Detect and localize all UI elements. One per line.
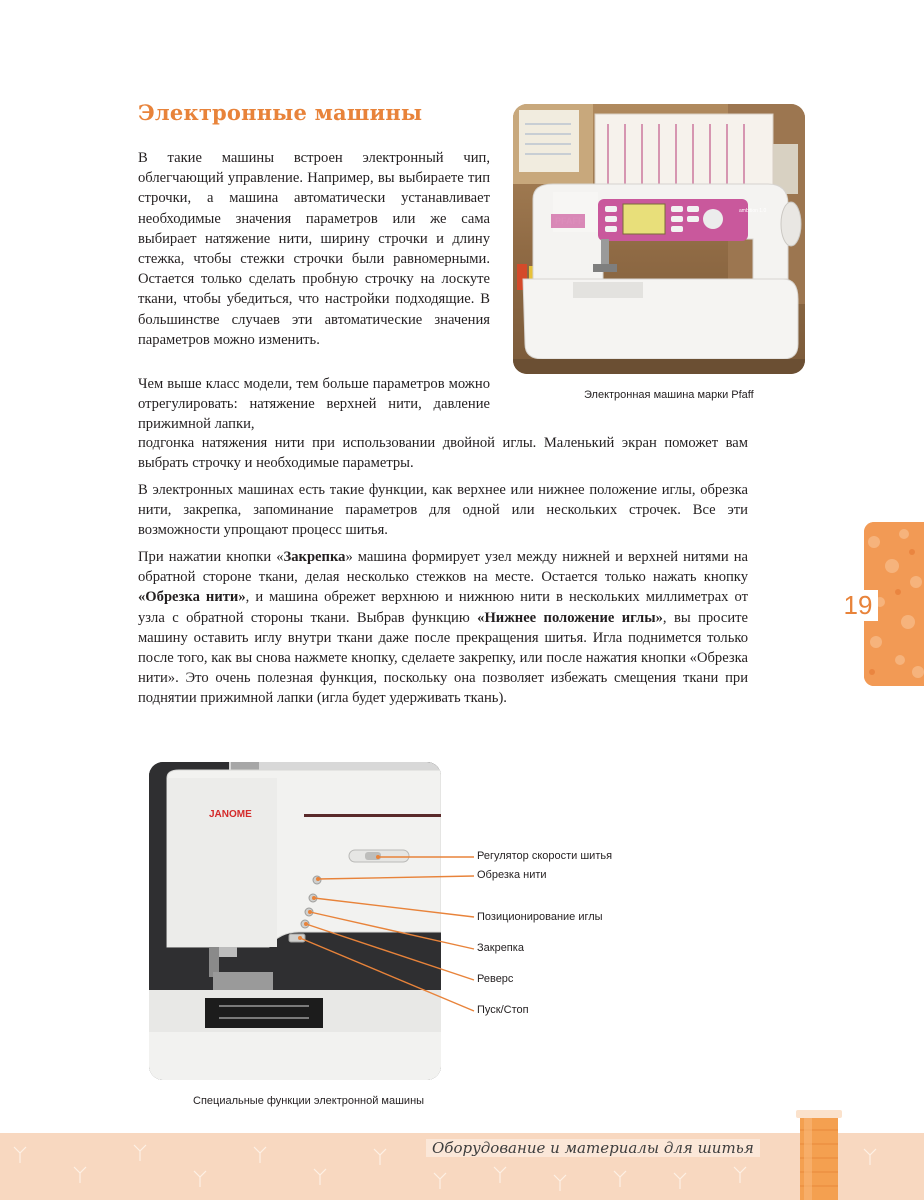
janome-photo-caption: Специальные функции электронной машины: [193, 1095, 425, 1107]
paragraph-model-class-start: Чем выше класс модели, тем больше параметров можно отрегулировать: натяжение верхней нити, давление прижимной лапки,: [138, 376, 490, 433]
paragraph-functions: В электронных машинах есть такие функции, как верхнее или нижнее положение иглы, обрезка нити, закрепка, запоминание параметров для одной или нескольких строчек. Все эти возможности упрощают процесс шитья.: [138, 482, 748, 539]
leader-cut: [318, 876, 474, 879]
term-nizhnee-polozhenie: «Нижнее положение иглы»: [477, 609, 663, 626]
paragraph-buttons: При нажатии кнопки «Закрепка» машина формирует узел между нижней и верхней нитями на обратной стороне ткани, делая несколько стежков на месте. Остается только нажать кнопку «Обрезка нити», и машина обрежет верхнюю и нижнюю нити в нескольких миллиметрах от узла с обратной стороны ткани. Выбрав функцию «Нижнее положение иглы», вы просите машину оставить иглу внутри ткани даже после прекращения шитья. Игла поднимется только после того, как вы снова нажмете кнопку, сделаете закрепку, или после нажатия кнопки «Обрезка нити». Это очень полезная функция, поскольку она позволяет избежать смещения ткани при поднятии прижимной лапки (игла будет удерживать ткань).: [138, 549, 749, 707]
leader-lock: [310, 912, 474, 949]
footer-title: Оборудование и материалы для шитья: [426, 1139, 760, 1157]
pfaff-model-label: ambition 1.0: [739, 208, 767, 214]
leader-start-stop: [300, 938, 474, 1011]
term-zakrepka: Закрепка: [283, 549, 346, 565]
section-heading: Электронные машины: [138, 100, 423, 125]
leader-needle: [314, 898, 474, 917]
callout-needle-position: Позиционирование иглы: [477, 911, 603, 923]
callout-lock-stitch: Закрепка: [477, 942, 524, 954]
pfaff-photo-caption: Электронная машина марки Pfaff: [584, 389, 754, 401]
callout-reverse: Реверс: [477, 973, 514, 985]
callout-start-stop: Пуск/Стоп: [477, 1004, 529, 1016]
callout-thread-cut: Обрезка нити: [477, 869, 547, 881]
paragraph-intro: В такие машины встроен электронный чип, облегчающий управление. Например, вы выбираете тип строчки, а машина автоматически устанавливает необходимые значения параметров или же сама выбирает натяжение нити, ширину строчки и длину стежка, чтобы стежки строчки были равномерными. Остается только сделать пробную строчку на лоскуте ткани, чтобы убедиться, что настройки подходящие. В большинстве случаев эти автоматические значения параметров можно изменить.: [138, 150, 490, 348]
page-number: 19: [838, 590, 878, 621]
paragraph-model-class-end: подгонка натяжения нити при использовании двойной иглы. Маленький экран поможет вам выбрать строчку и необходимые параметры.: [138, 435, 748, 472]
janome-brand-label: JANOME: [209, 809, 252, 820]
term-obrezka-niti: «Обрезка нити»: [138, 589, 246, 606]
callout-speed-regulator: Регулятор скорости шитья: [477, 850, 613, 862]
leader-reverse: [306, 924, 474, 980]
thread-spool-icon: [792, 1110, 846, 1200]
